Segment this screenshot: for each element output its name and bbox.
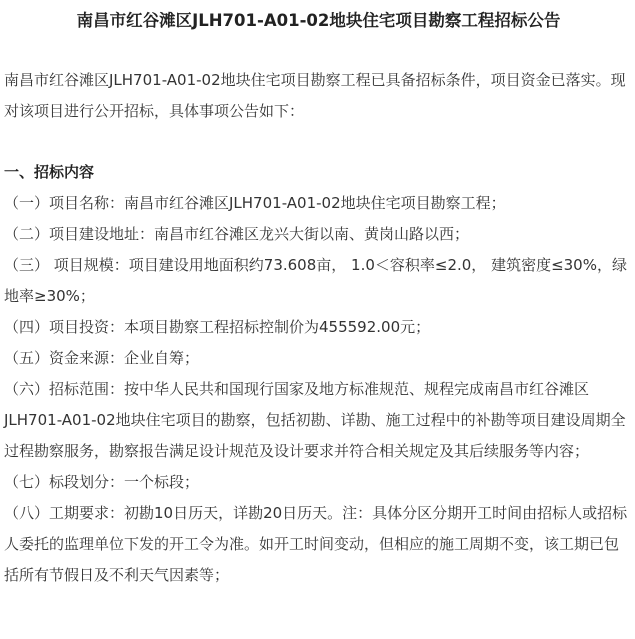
- item-funding-source: （五）资金来源：企业自筹；: [4, 349, 200, 367]
- item-lot-division: （七）标段划分：一个标段；: [4, 473, 200, 491]
- item-project-name: （一）项目名称：南昌市红谷滩区JLH701-A01-02地块住宅项目勘察工程；: [4, 194, 506, 212]
- item-schedule-requirement: （八）工期要求：初勘10日历天，详勘20日历天。注：具体分区分期开工时间由招标人或招标人委托的监理单位下发的开工令为准。如开工时间变动，但相应的施工周期不变，该工期已包括所有节假日及不利天气因素等；: [4, 504, 628, 584]
- section-heading-bidding-content: 一、招标内容: [4, 163, 95, 181]
- item-project-investment: （四）项目投资：本项目勘察工程招标控制价为455592.00元；: [4, 318, 431, 336]
- item-project-address: （二）项目建设地址：南昌市红谷滩区龙兴大街以南、黄岗山路以西；: [4, 225, 470, 243]
- intro-paragraph: 南昌市红谷滩区JLH701-A01-02地块住宅项目勘察工程已具备招标条件，项目资金已落实。现对该项目进行公开招标，具体事项公告如下：: [4, 71, 626, 120]
- item-bidding-scope: （六）招标范围：按中华人民共和国现行国家及地方标准规范、规程完成南昌市红谷滩区JLH701-A01-02地块住宅项目的勘察，包括初勘、详勘、施工过程中的补勘等项目建设周期全过程勘察服务，勘察报告满足设计规范及设计要求并符合相关规定及其后续服务等内容；: [4, 380, 626, 460]
- item-project-scale: （三） 项目规模：项目建设用地面积约73.608亩， 1.0＜容积率≤2.0， 建筑密度≤30%，绿地率≥30%；: [4, 256, 627, 305]
- announcement-title: 南昌市红谷滩区JLH701-A01-02地块住宅项目勘察工程招标公告: [76, 11, 561, 30]
